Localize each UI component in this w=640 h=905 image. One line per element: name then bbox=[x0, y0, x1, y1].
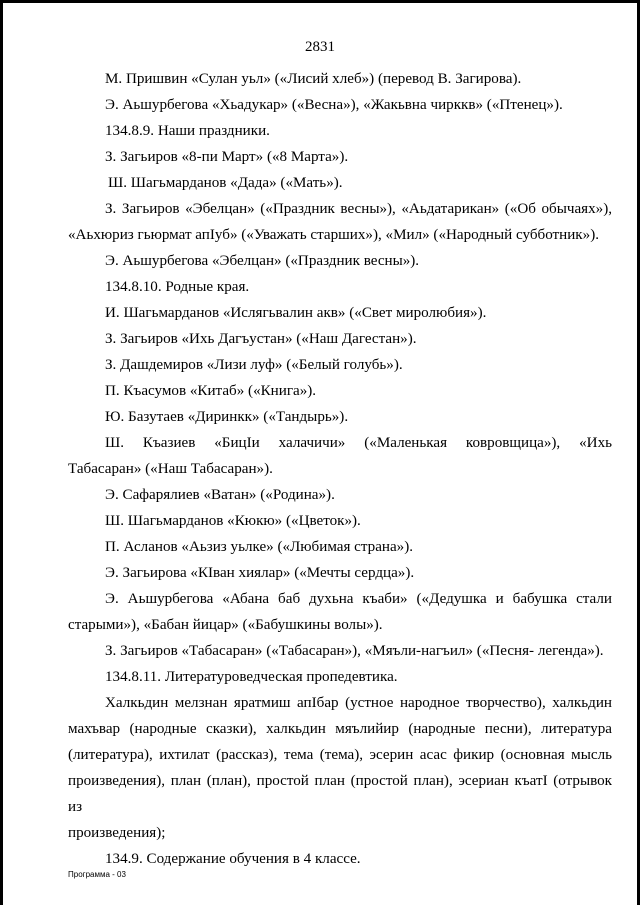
text-line: Ш. Къазиев «БицIи халачичи» («Маленькая ковровщица»), «Ихь bbox=[105, 435, 612, 451]
text-line: старыми»), «Бабан йицар» («Бабушкины волы»). bbox=[68, 617, 383, 633]
text-line: Э. Аьшурбегова «Хьадукар» («Весна»), «Жакьвна чирккв» («Птенец»). bbox=[105, 97, 563, 113]
text-line: З. Загьиров «Табасаран» («Табасаран»), «Мяъли-нагъил» («Песня- легенда»). bbox=[105, 643, 604, 659]
text-line: Э. Сафарялиев «Ватан» («Родина»). bbox=[105, 487, 335, 503]
text-line: П. Асланов «Аьзиз уьлке» («Любимая страна»). bbox=[105, 539, 414, 555]
page-number: 2831 bbox=[305, 39, 335, 55]
text-line: (литература), ихтилат (рассказ), тема (тема), эсерин асас фикир (основная мысль bbox=[68, 747, 612, 763]
text-line: З. Загьиров «Эбелцан» («Праздник весны»), «Аьдатарикан» («Об обычаях»), bbox=[105, 201, 612, 217]
text-line: произведения); bbox=[68, 825, 166, 841]
text-line: произведения), план (план), простой план (простой план), эсериан къатI (отрывок из bbox=[68, 773, 612, 815]
footer-label: Программа - 03 bbox=[68, 870, 126, 879]
text-line: махъвар (народные сказки), халкьдин мяълийир (народные песни), литература bbox=[68, 721, 612, 737]
section-heading: 134.8.9. Наши праздники. bbox=[105, 123, 270, 139]
text-line: Ю. Базутаев «Диринкк» («Тандырь»). bbox=[105, 409, 349, 425]
text-line: Ш. Шагьмарданов «Кюкю» («Цветок»). bbox=[105, 513, 361, 529]
text-line: И. Шагьмарданов «Ислягьвалин акв» («Свет миролюбия»). bbox=[105, 305, 487, 321]
text-line: З. Загьиров «8-пи Март» («8 Марта»). bbox=[105, 149, 349, 165]
text-line: З. Загьиров «Ихь Дагъустан» («Наш Дагестан»). bbox=[105, 331, 417, 347]
text-line: Табасаран» («Наш Табасаран»). bbox=[68, 461, 273, 477]
text-line: Халкьдин мелзнан яратмиш апIбар (устное народное творчество), халкьдин bbox=[105, 695, 612, 711]
text-line: Э. Аьшурбегова «Эбелцан» («Праздник весны»). bbox=[105, 253, 420, 269]
section-heading: 134.8.10. Родные края. bbox=[105, 279, 250, 295]
text-line: Э. Аьшурбегова «Абана баб духьна къаби» («Дедушка и бабушка стали bbox=[105, 591, 612, 607]
text-line: «Аьхюриз гьюрмат апIуб» («Уважать старших»), «Мил» («Народный субботник»). bbox=[68, 227, 599, 243]
text-line: Ш. Шагьмарданов «Дада» («Мать»). bbox=[108, 175, 343, 191]
section-heading: 134.9. Содержание обучения в 4 классе. bbox=[105, 851, 361, 867]
section-heading: 134.8.11. Литературоведческая пропедевтика. bbox=[105, 669, 398, 685]
text-line: М. Пришвин «Сулан уьл» («Лисий хлеб») (перевод В. Загирова). bbox=[105, 71, 522, 87]
text-line: Э. Загьирова «КIван хиялар» («Мечты сердца»). bbox=[105, 565, 415, 581]
document-body bbox=[68, 66, 612, 872]
text-line: П. Къасумов «Китаб» («Книга»). bbox=[105, 383, 317, 399]
text-line: З. Дашдемиров «Лизи луф» («Белый голубь»). bbox=[105, 357, 403, 373]
